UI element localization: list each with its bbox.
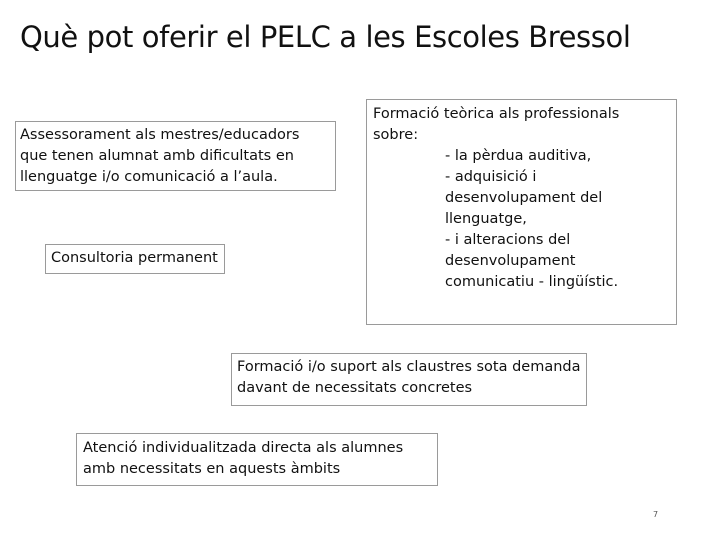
formacio-teorica-item: desenvolupament [445, 253, 576, 269]
consultoria-box [45, 244, 225, 274]
formacio-teorica-item: - la pèrdua auditiva, [445, 148, 592, 164]
assessorament-line: llenguatge i/o comunicació a l’aula. [20, 169, 278, 185]
assessorament-line: Assessorament als mestres/educadors [20, 127, 300, 143]
formacio-claustres-line: davant de necessitats concretes [237, 380, 473, 396]
formacio-claustres-box [231, 353, 587, 406]
formacio-teorica-item: comunicatiu - lingüístic. [445, 274, 619, 290]
atencio-box [76, 433, 438, 486]
formacio-claustres-line: Formació i/o suport als claustres sota demanda [237, 359, 581, 375]
assessorament-line: que tenen alumnat amb dificultats en [20, 148, 294, 164]
atencio-line: Atenció individualitzada directa als alumnes [83, 440, 404, 456]
page-number: 7 [653, 510, 659, 519]
formacio-teorica-item: - i alteracions del [445, 232, 571, 248]
formacio-teorica-item: llenguatge, [445, 211, 527, 227]
consultoria-label: Consultoria permanent [51, 250, 218, 266]
formacio-teorica-heading: Formació teòrica als professionals [373, 106, 620, 122]
atencio-line: amb necessitats en aquests àmbits [83, 461, 341, 477]
formacio-teorica-item: - adquisició i [445, 169, 537, 185]
assessorament-box [15, 121, 336, 191]
formacio-teorica-box [366, 99, 677, 325]
formacio-teorica-heading: sobre: [373, 127, 419, 143]
slide-title: Què pot oferir el PELC a les Escoles Bressol [20, 20, 631, 54]
formacio-teorica-item: desenvolupament del [445, 190, 603, 206]
